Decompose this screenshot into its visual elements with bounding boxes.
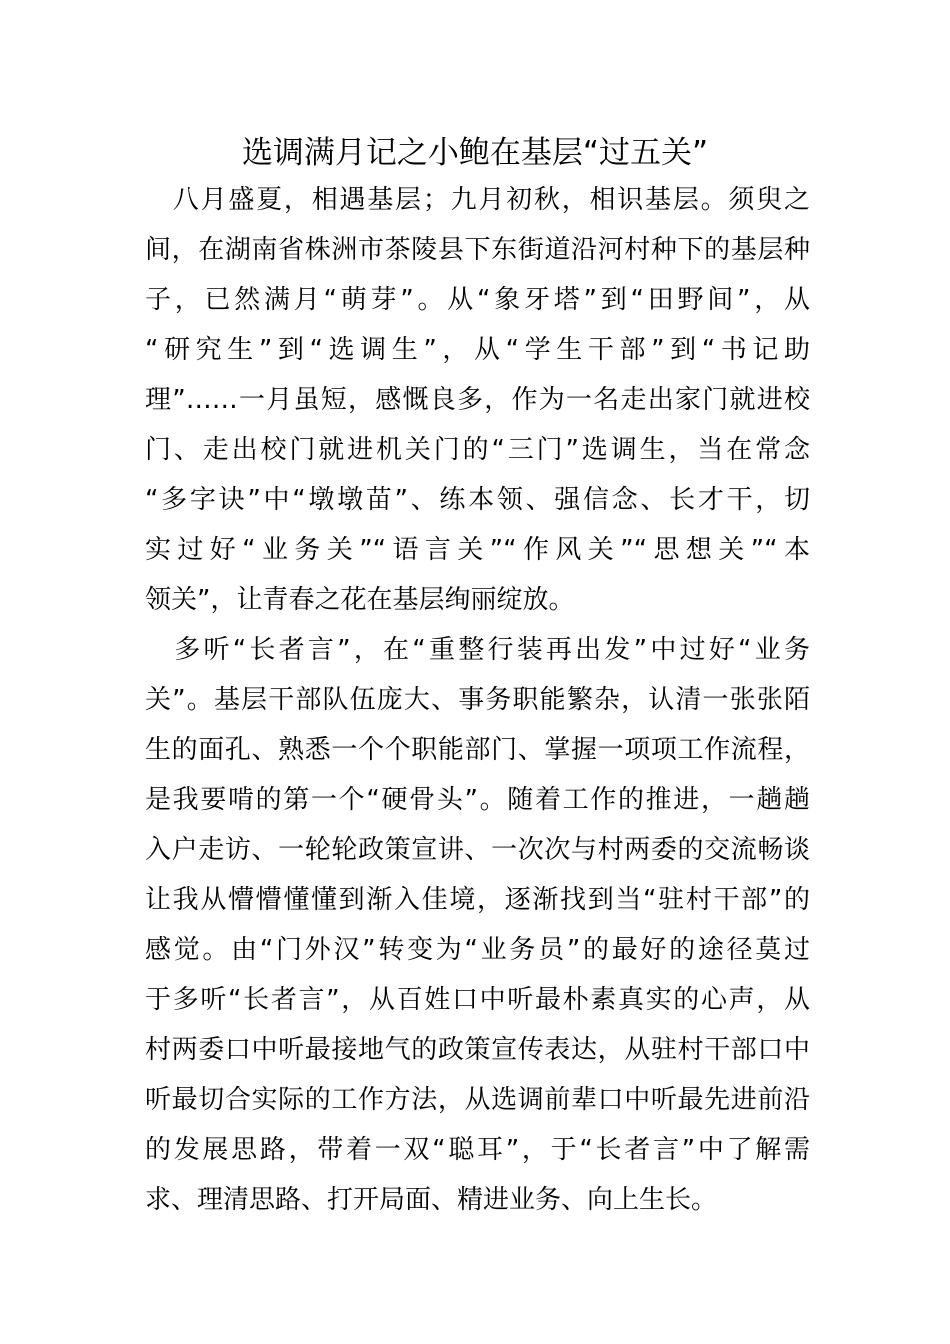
text-line: 子，已然满月“萌芽”。从“象牙塔”到“田野间”，从 [145, 285, 810, 315]
text-line: 门、走出校门就进机关门的“三门”选调生，当在常念 [145, 435, 810, 465]
text-line: 听最切合实际的工作方法，从选调前辈口中听最先进前沿 [145, 1085, 810, 1115]
text-line: 实过好“业务关”“语言关”“作风关”“思想关”“本 [145, 535, 810, 565]
text-line: 村两委口中听最接地气的政策宣传表达，从驻村干部口中 [145, 1035, 810, 1065]
text-line: 让我从懵懵懂懂到渐入佳境，逐渐找到当“驻村干部”的 [145, 885, 810, 915]
document-title: 选调满月记之小鲍在基层“过五关” [241, 135, 709, 171]
text-line: 的发展思路，带着一双“聪耳”，于“长者言”中了解需 [145, 1135, 810, 1165]
text-line: 感觉。由“门外汉”转变为“业务员”的最好的途径莫过 [145, 935, 810, 965]
paragraph-intro [145, 175, 810, 625]
text-line: 于多听“长者言”，从百姓口中听最朴素真实的心声，从 [145, 985, 810, 1015]
text-line: 求、理清思路、打开局面、精进业务、向上生长。 [145, 1185, 718, 1215]
text-line: 生的面孔、熟悉一个个职能部门、掌握一项项工作流程， [145, 735, 810, 765]
text-line: 八月盛夏，相遇基层；九月初秋，相识基层。须臾之 [145, 185, 810, 215]
paragraph-business [145, 625, 810, 1225]
text-line: 领关”，让青春之花在基层绚丽绽放。 [145, 585, 575, 615]
text-line: 间，在湖南省株洲市茶陵县下东街道沿河村种下的基层种 [145, 235, 810, 265]
text-line: “研究生”到“选调生”，从“学生干部”到“书记助 [145, 335, 810, 365]
text-line: 关”。基层干部队伍庞大、事务职能繁杂，认清一张张陌 [145, 685, 810, 715]
text-line: 多听“长者言”，在“重整行装再出发”中过好“业务 [145, 635, 810, 665]
text-line: 理”……一月虽短，感慨良多，作为一名走出家门就进校 [145, 385, 810, 415]
text-line: 入户走访、一轮轮政策宣讲、一次次与村两委的交流畅谈 [145, 835, 810, 865]
text-line: “多字诀”中“墩墩苗”、练本领、强信念、长才干，切 [145, 485, 810, 515]
text-line: 是我要啃的第一个“硬骨头”。随着工作的推进，一趟趟 [145, 785, 810, 815]
